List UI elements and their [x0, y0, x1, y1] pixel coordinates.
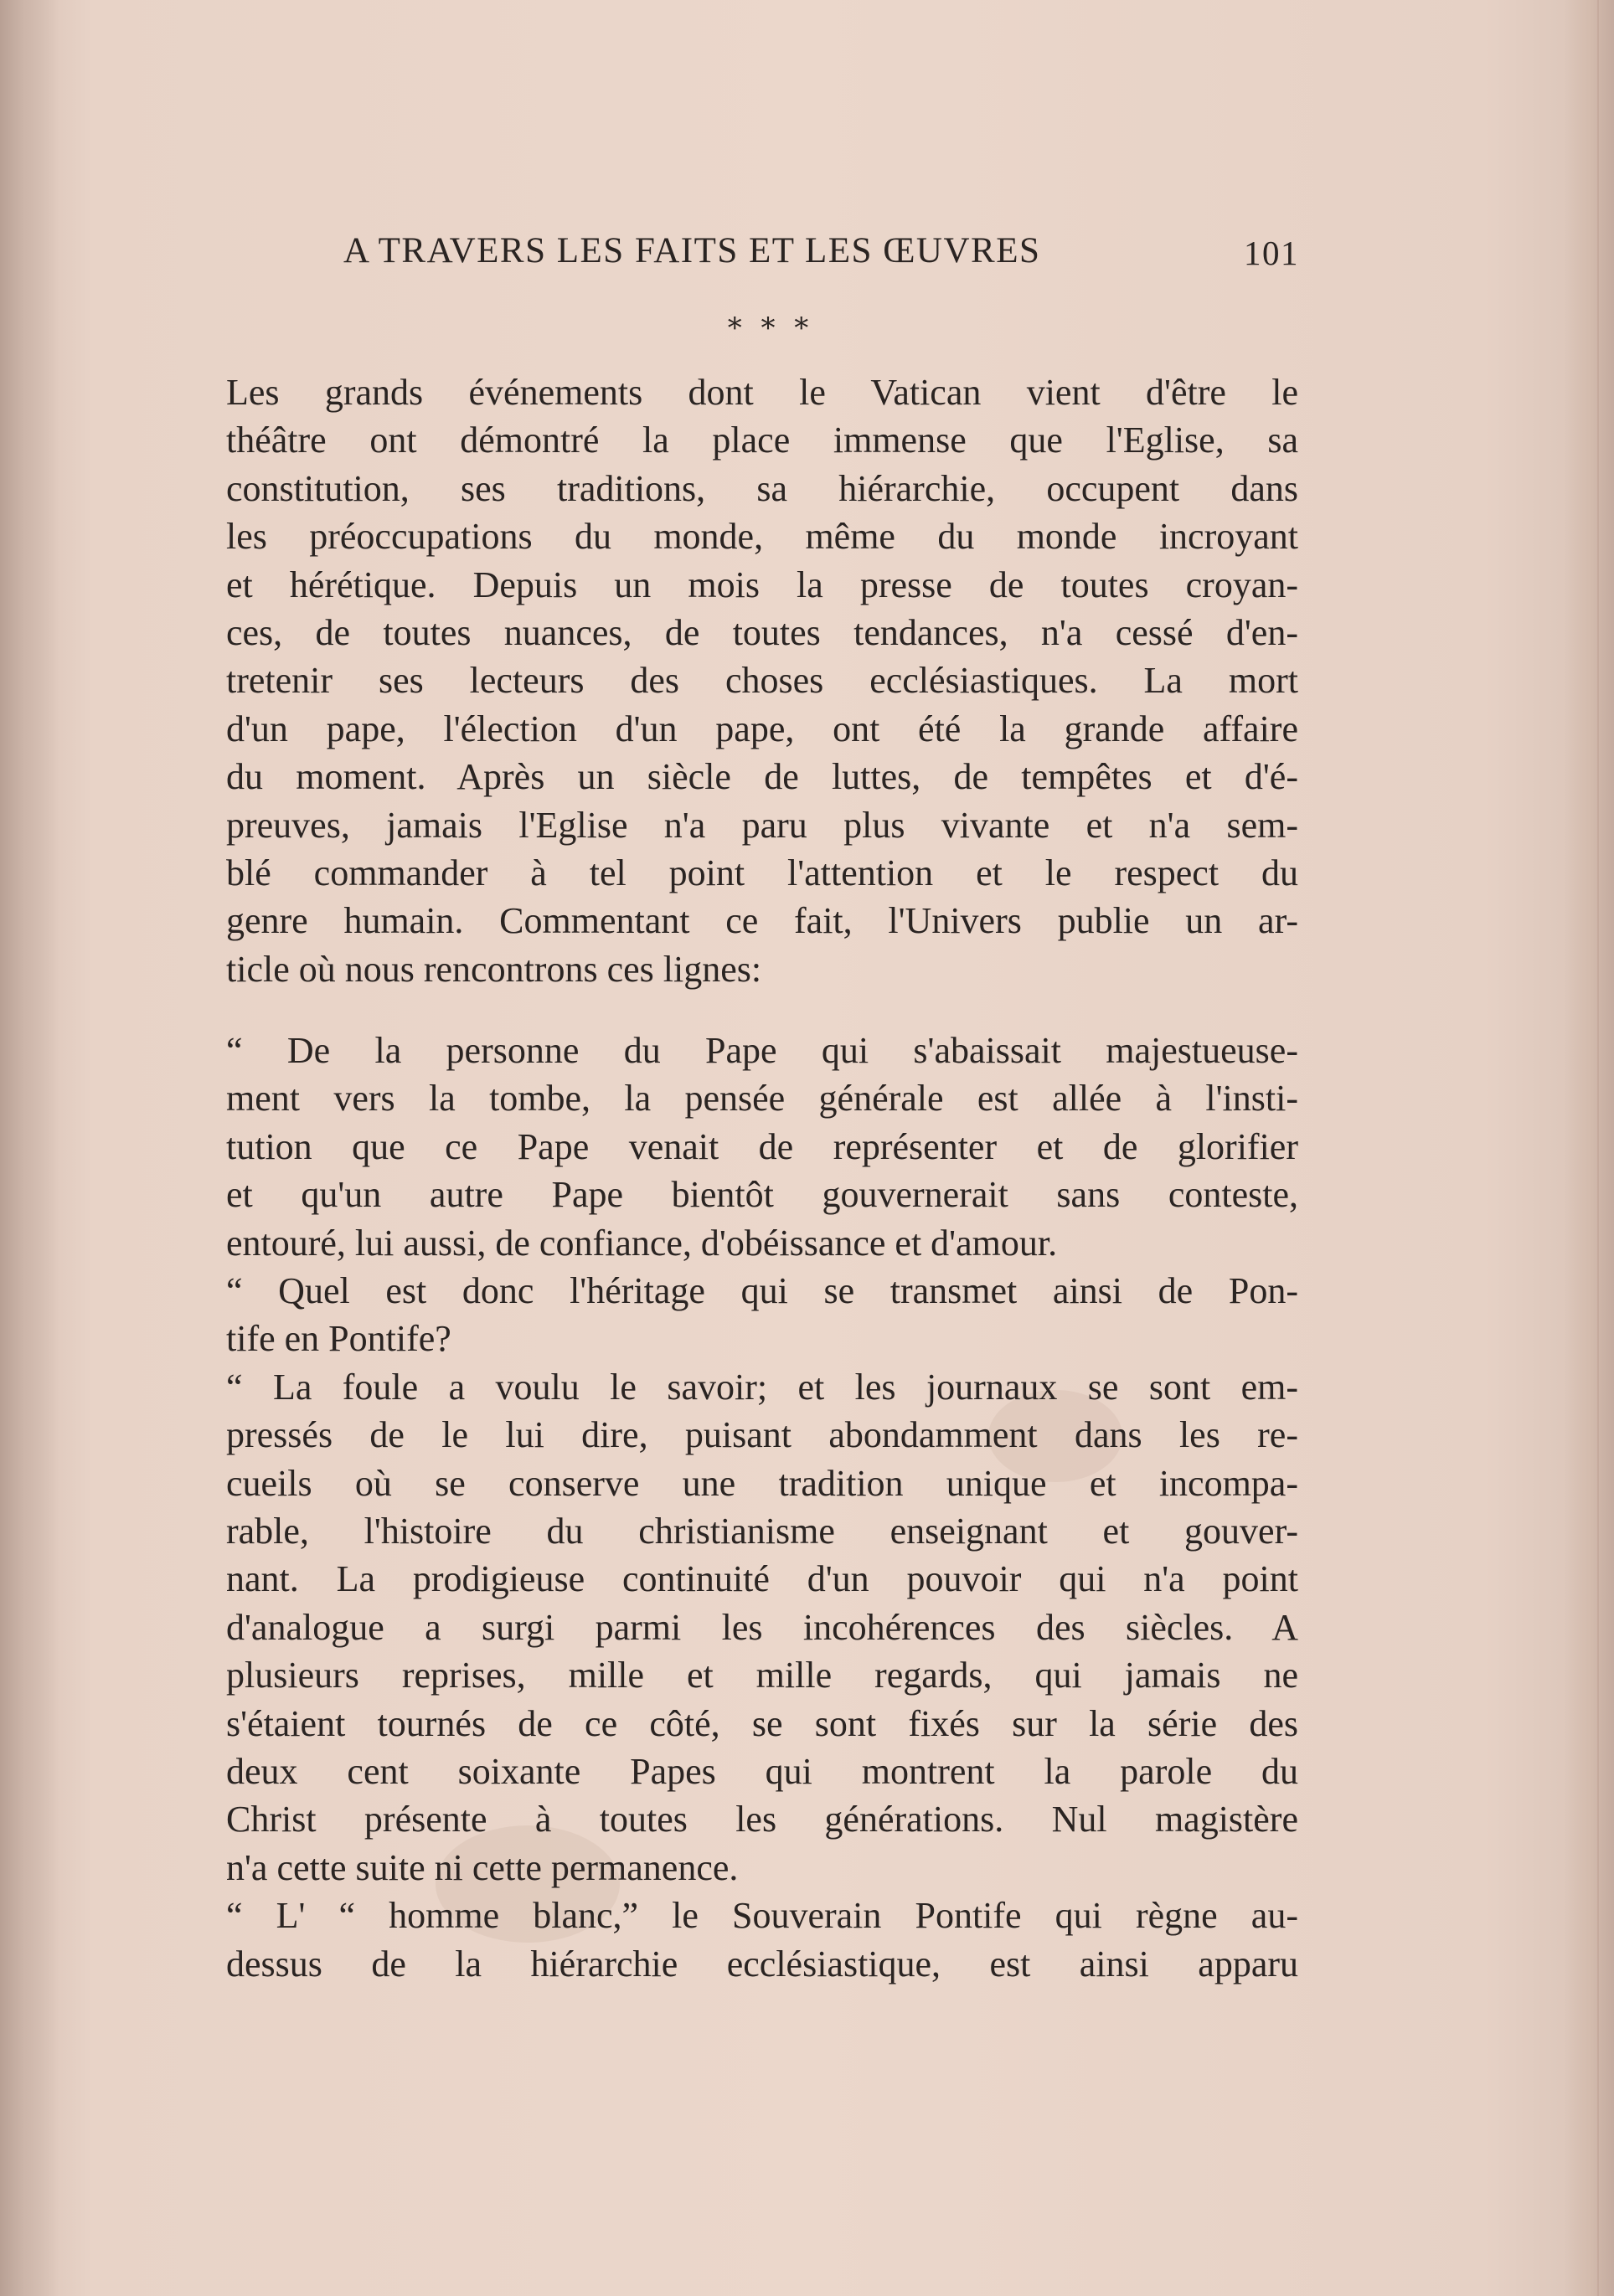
- text-line: Christ présente à toutes les générations. Nul magistère: [226, 1799, 1298, 1840]
- text-line: du moment. Après un siècle de luttes, de tempêtes et d'é-: [226, 756, 1298, 798]
- paragraph-gap: [226, 993, 1298, 1027]
- text-line: et hérétique. Depuis un mois la presse de toutes croyan-: [226, 564, 1298, 605]
- text-line: entouré, lui aussi, de confiance, d'obéissance et d'amour.: [226, 1222, 1058, 1264]
- text-line: tution que ce Pape venait de représenter et de glorifier: [226, 1125, 1298, 1167]
- page-number: 101: [1244, 234, 1299, 272]
- quoted-paragraph: [226, 1892, 1298, 1988]
- text-line: “ L' “ homme blanc,” le Souverain Pontife qui règne au-: [226, 1895, 1298, 1937]
- running-head-title: A TRAVERS LES FAITS ET LES ŒUVRES: [343, 231, 1041, 270]
- text-line: d'analogue a surgi parmi les incohérences des siècles. A: [226, 1606, 1298, 1648]
- text-line: tife en Pontife?: [226, 1318, 451, 1360]
- text-line: les préoccupations du monde, même du monde incroyant: [226, 516, 1298, 558]
- text-line: pressés de le lui dire, puisant abondamment dans les re-: [226, 1414, 1298, 1456]
- page-fold-line: [1597, 0, 1599, 2296]
- text-line: preuves, jamais l'Eglise n'a paru plus vivante et n'a sem-: [226, 804, 1298, 846]
- quoted-paragraph: [226, 1027, 1298, 1267]
- section-separator: * * *: [727, 311, 814, 345]
- text-line: cueils où se conserve une tradition unique et incompa-: [226, 1462, 1298, 1504]
- text-line: dessus de la hiérarchie ecclésiastique, est ainsi apparu: [226, 1943, 1298, 1985]
- text-line: d'un pape, l'élection d'un pape, ont été la grande affaire: [226, 708, 1298, 749]
- text-line: Les grands événements dont le Vatican vient d'être le: [226, 372, 1298, 413]
- text-line: “ De la personne du Pape qui s'abaissait majestueuse-: [226, 1030, 1298, 1072]
- text-line: “ Quel est donc l'héritage qui se transmet ainsi de Pon-: [226, 1270, 1298, 1312]
- body-text: [226, 368, 1298, 1988]
- text-line: théâtre ont démontré la place immense que l'Eglise, sa: [226, 420, 1298, 461]
- text-line: rable, l'histoire du christianisme enseignant et gouver-: [226, 1510, 1298, 1552]
- text-line: genre humain. Commentant ce fait, l'Univers publie un ar-: [226, 900, 1298, 942]
- text-line: et qu'un autre Pape bientôt gouvernerait sans conteste,: [226, 1174, 1298, 1216]
- text-line: s'étaient tournés de ce côté, se sont fixés sur la série des: [226, 1702, 1298, 1744]
- text-line: nant. La prodigieuse continuité d'un pouvoir qui n'a point: [226, 1558, 1298, 1600]
- text-line: tretenir ses lecteurs des choses ecclésiastiques. La mort: [226, 660, 1298, 702]
- text-line: “ La foule a voulu le savoir; et les journaux se sont em-: [226, 1366, 1298, 1408]
- text-line: constitution, ses traditions, sa hiérarchie, occupent dans: [226, 467, 1298, 509]
- text-line: deux cent soixante Papes qui montrent la parole du: [226, 1750, 1298, 1792]
- page-edge-shadow: [1564, 0, 1614, 2296]
- quoted-paragraph: [226, 1363, 1298, 1892]
- text-line: ticle où nous rencontrons ces lignes:: [226, 948, 762, 990]
- running-head: [343, 230, 1298, 271]
- text-line: plusieurs reprises, mille et mille regards, qui jamais ne: [226, 1655, 1298, 1696]
- page-gutter-shadow: [0, 0, 59, 2296]
- text-line: blé commander à tel point l'attention et le respect du: [226, 852, 1298, 893]
- text-line: ment vers la tombe, la pensée générale est allée à l'insti-: [226, 1078, 1298, 1120]
- quoted-paragraph: [226, 1267, 1298, 1363]
- text-line: ces, de toutes nuances, de toutes tendances, n'a cessé d'en-: [226, 611, 1298, 653]
- text-line: n'a cette suite ni cette permanence.: [226, 1846, 739, 1888]
- paragraph: [226, 368, 1298, 993]
